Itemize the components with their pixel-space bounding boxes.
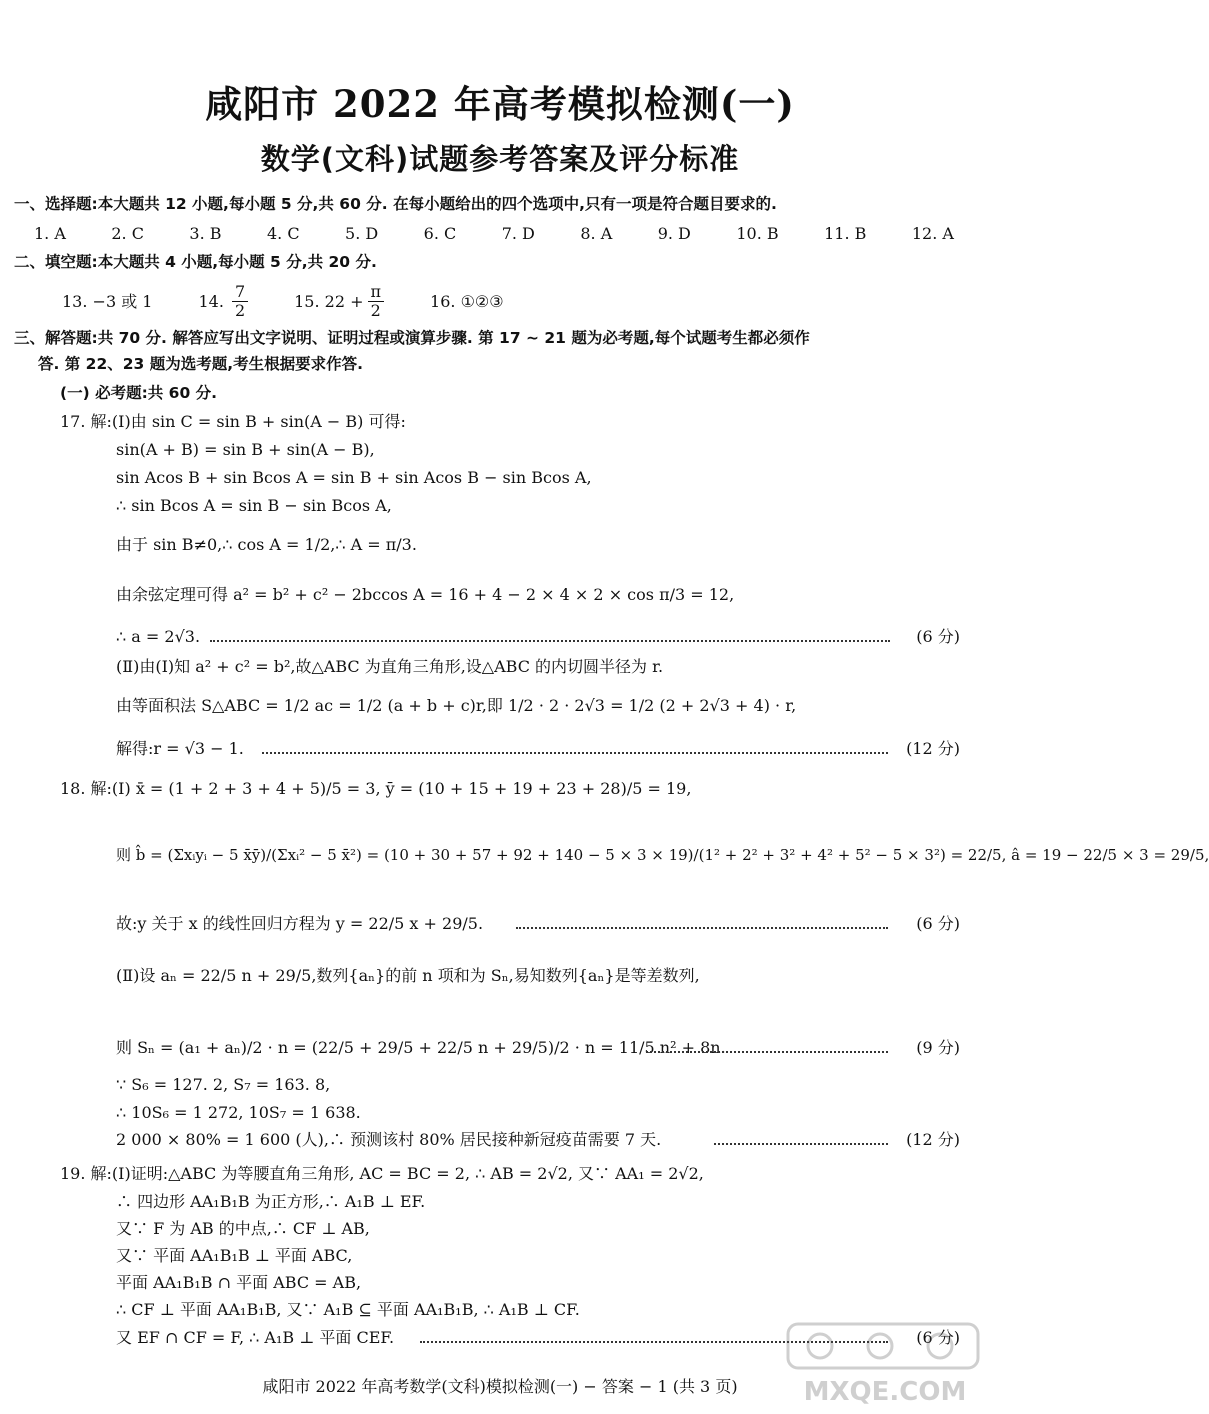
q17-line: 由余弦定理可得 a² = b² + c² − 2bccos A = 16 + 4 − 2 × 4 × 2 × cos π/3 = 12, [116, 585, 735, 604]
q17-line: (Ⅱ)由(Ⅰ)知 a² + c² = b²,故△ABC 为直角三角形,设△ABC 的内切圆半径为 r. [116, 657, 664, 676]
q19-line: 又∵ F 为 AB 的中点,∴ CF ⊥ AB, [116, 1219, 370, 1238]
watermark-text: MXQE.COM [803, 1377, 967, 1407]
page-subtitle: 数学(文科)试题参考答案及评分标准 [260, 142, 740, 176]
fill-answers [62, 283, 504, 319]
section3-heading-line1: 三、解答题:共 70 分. 解答应写出文字说明、证明过程或演算步骤. 第 17 ~ 21 题为必考题,每个试题考生都必须作 [14, 329, 810, 347]
choice-answer: 10. B [736, 224, 779, 243]
q17-line: 由等面积法 S△ABC = 1/2 ac = 1/2 (a + b + c)r,即 1/2 · 2 · 2√3 = 1/2 (2 + 2√3 + 4) · r, [116, 696, 797, 715]
q19-line: 又 EF ∩ CF = F, ∴ A₁B ⊥ 平面 CEF. [116, 1328, 395, 1347]
q19-line: ∴ CF ⊥ 平面 AA₁B₁B, 又∵ A₁B ⊆ 平面 AA₁B₁B, ∴ A₁B ⊥ CF. [116, 1300, 580, 1319]
q18-line: 故:y 关于 x 的线性回归方程为 y = 22/5 x + 29/5. [116, 914, 484, 933]
choice-answer: 9. D [657, 224, 691, 243]
q17-line: sin Acos B + sin Bcos A = sin B + sin Acos B − sin Bcos A, [116, 468, 592, 487]
fraction: 7 2 [232, 283, 248, 319]
fill-answer-15: 15. 22 + $\frac{\pi}{2}$ [294, 283, 384, 319]
fill-answer-16: 16. ①②③ [430, 291, 504, 311]
score-mark: (12 分) [906, 1130, 960, 1149]
q17-line: 由于 sin B≠0,∴ cos A = 1/2,∴ A = π/3. [116, 535, 417, 554]
section1-heading: 一、选择题:本大题共 12 小题,每小题 5 分,共 60 分. 在每小题给出的四个选项中,只有一项是符合题目要求的. [14, 195, 777, 213]
choice-answer: 8. A [580, 224, 613, 243]
q18-line: 则 Sₙ = (a₁ + aₙ)/2 · n = (22/5 + 29/5 + 22/5 n + 29/5)/2 · n = 11/5 n² + 8n. [116, 1038, 726, 1057]
choice-answer: 12. A [911, 224, 954, 243]
q18-line: ∵ S₆ = 127. 2, S₇ = 163. 8, [116, 1075, 331, 1094]
dot-leader [262, 752, 888, 754]
q18-line: ∴ 10S₆ = 1 272, 10S₇ = 1 638. [116, 1103, 361, 1122]
q17-line: 解得:r = √3 − 1. [116, 739, 244, 758]
choice-answer: 1. A [34, 224, 66, 243]
q17-line: ∴ a = 2√3. [116, 627, 201, 646]
page-title: 咸阳市 2022 年高考模拟检测(一) [205, 82, 795, 126]
q17-line: 17. 解:(Ⅰ)由 sin C = sin B + sin(A − B) 可得: [60, 412, 406, 431]
q17-line: sin(A + B) = sin B + sin(A − B), [116, 440, 375, 459]
fraction: $\frac{\pi}{2}$ [368, 283, 385, 319]
q19-line: ∴ 四边形 AA₁B₁B 为正方形,∴ A₁B ⊥ EF. [116, 1192, 426, 1211]
q18-line: 2 000 × 80% = 1 600 (人),∴ 预测该村 80% 居民接种新冠疫苗需要 7 天. [116, 1130, 662, 1149]
dot-leader [516, 927, 888, 929]
score-mark: (6 分) [916, 914, 960, 933]
choice-answer: 11. B [824, 224, 867, 243]
q19-line: 平面 AA₁B₁B ∩ 平面 ABC = AB, [116, 1273, 362, 1292]
q17-line: ∴ sin Bcos A = sin B − sin Bcos A, [116, 496, 392, 515]
fill-answer-14: 14. 7 2 [198, 283, 248, 319]
choice-answers [34, 222, 954, 245]
choice-answer: 7. D [501, 224, 535, 243]
section2-heading: 二、填空题:本大题共 4 小题,每小题 5 分,共 20 分. [14, 253, 377, 271]
choice-answer: 5. D [345, 224, 379, 243]
score-mark: (6 分) [916, 1328, 960, 1347]
page-footer: 咸阳市 2022 年高考数学(文科)模拟检测(一) − 答案 − 1 (共 3 页) [262, 1377, 738, 1396]
dot-leader [210, 640, 890, 642]
q19-line: 又∵ 平面 AA₁B₁B ⊥ 平面 ABC, [116, 1246, 353, 1265]
q19-line: 19. 解:(Ⅰ)证明:△ABC 为等腰直角三角形, AC = BC = 2, ∴ AB = 2√2, 又∵ AA₁ = 2√2, [60, 1164, 704, 1183]
score-mark: (9 分) [916, 1038, 960, 1057]
dot-leader [714, 1143, 888, 1145]
watermark-logo [780, 1320, 990, 1410]
required-part-heading: (一) 必考题:共 60 分. [60, 384, 218, 402]
choice-answer: 4. C [266, 224, 300, 243]
dot-leader [646, 1051, 888, 1053]
choice-answer: 2. C [111, 224, 144, 243]
choice-answer: 3. B [189, 224, 222, 243]
fill-answer-13: 13. −3 或 1 [62, 291, 153, 311]
score-mark: (12 分) [906, 739, 960, 758]
score-mark: (6 分) [916, 627, 960, 646]
section3-heading-line2: 答. 第 22、23 题为选考题,考生根据要求作答. [38, 355, 363, 373]
q18-line: 则 b̂ = (Σxᵢyᵢ − 5 x̄ȳ)/(Σxᵢ² − 5 x̄²) = (10 + 30 + 57 + 92 + 140 − 5 × 3 × 19)/(1² + 2² + 3² + 4² + 5² − 5 × 3²) = 22/5, â = 19 − 22/5 × 3 = 29/5, [116, 846, 1209, 864]
q18-line: (Ⅱ)设 aₙ = 22/5 n + 29/5,数列{aₙ}的前 n 项和为 Sₙ,易知数列{aₙ}是等差数列, [116, 966, 700, 985]
q18-line: 18. 解:(Ⅰ) x̄ = (1 + 2 + 3 + 4 + 5)/5 = 3, ȳ = (10 + 15 + 19 + 23 + 28)/5 = 19, [60, 779, 692, 798]
choice-answer: 6. C [423, 224, 457, 243]
